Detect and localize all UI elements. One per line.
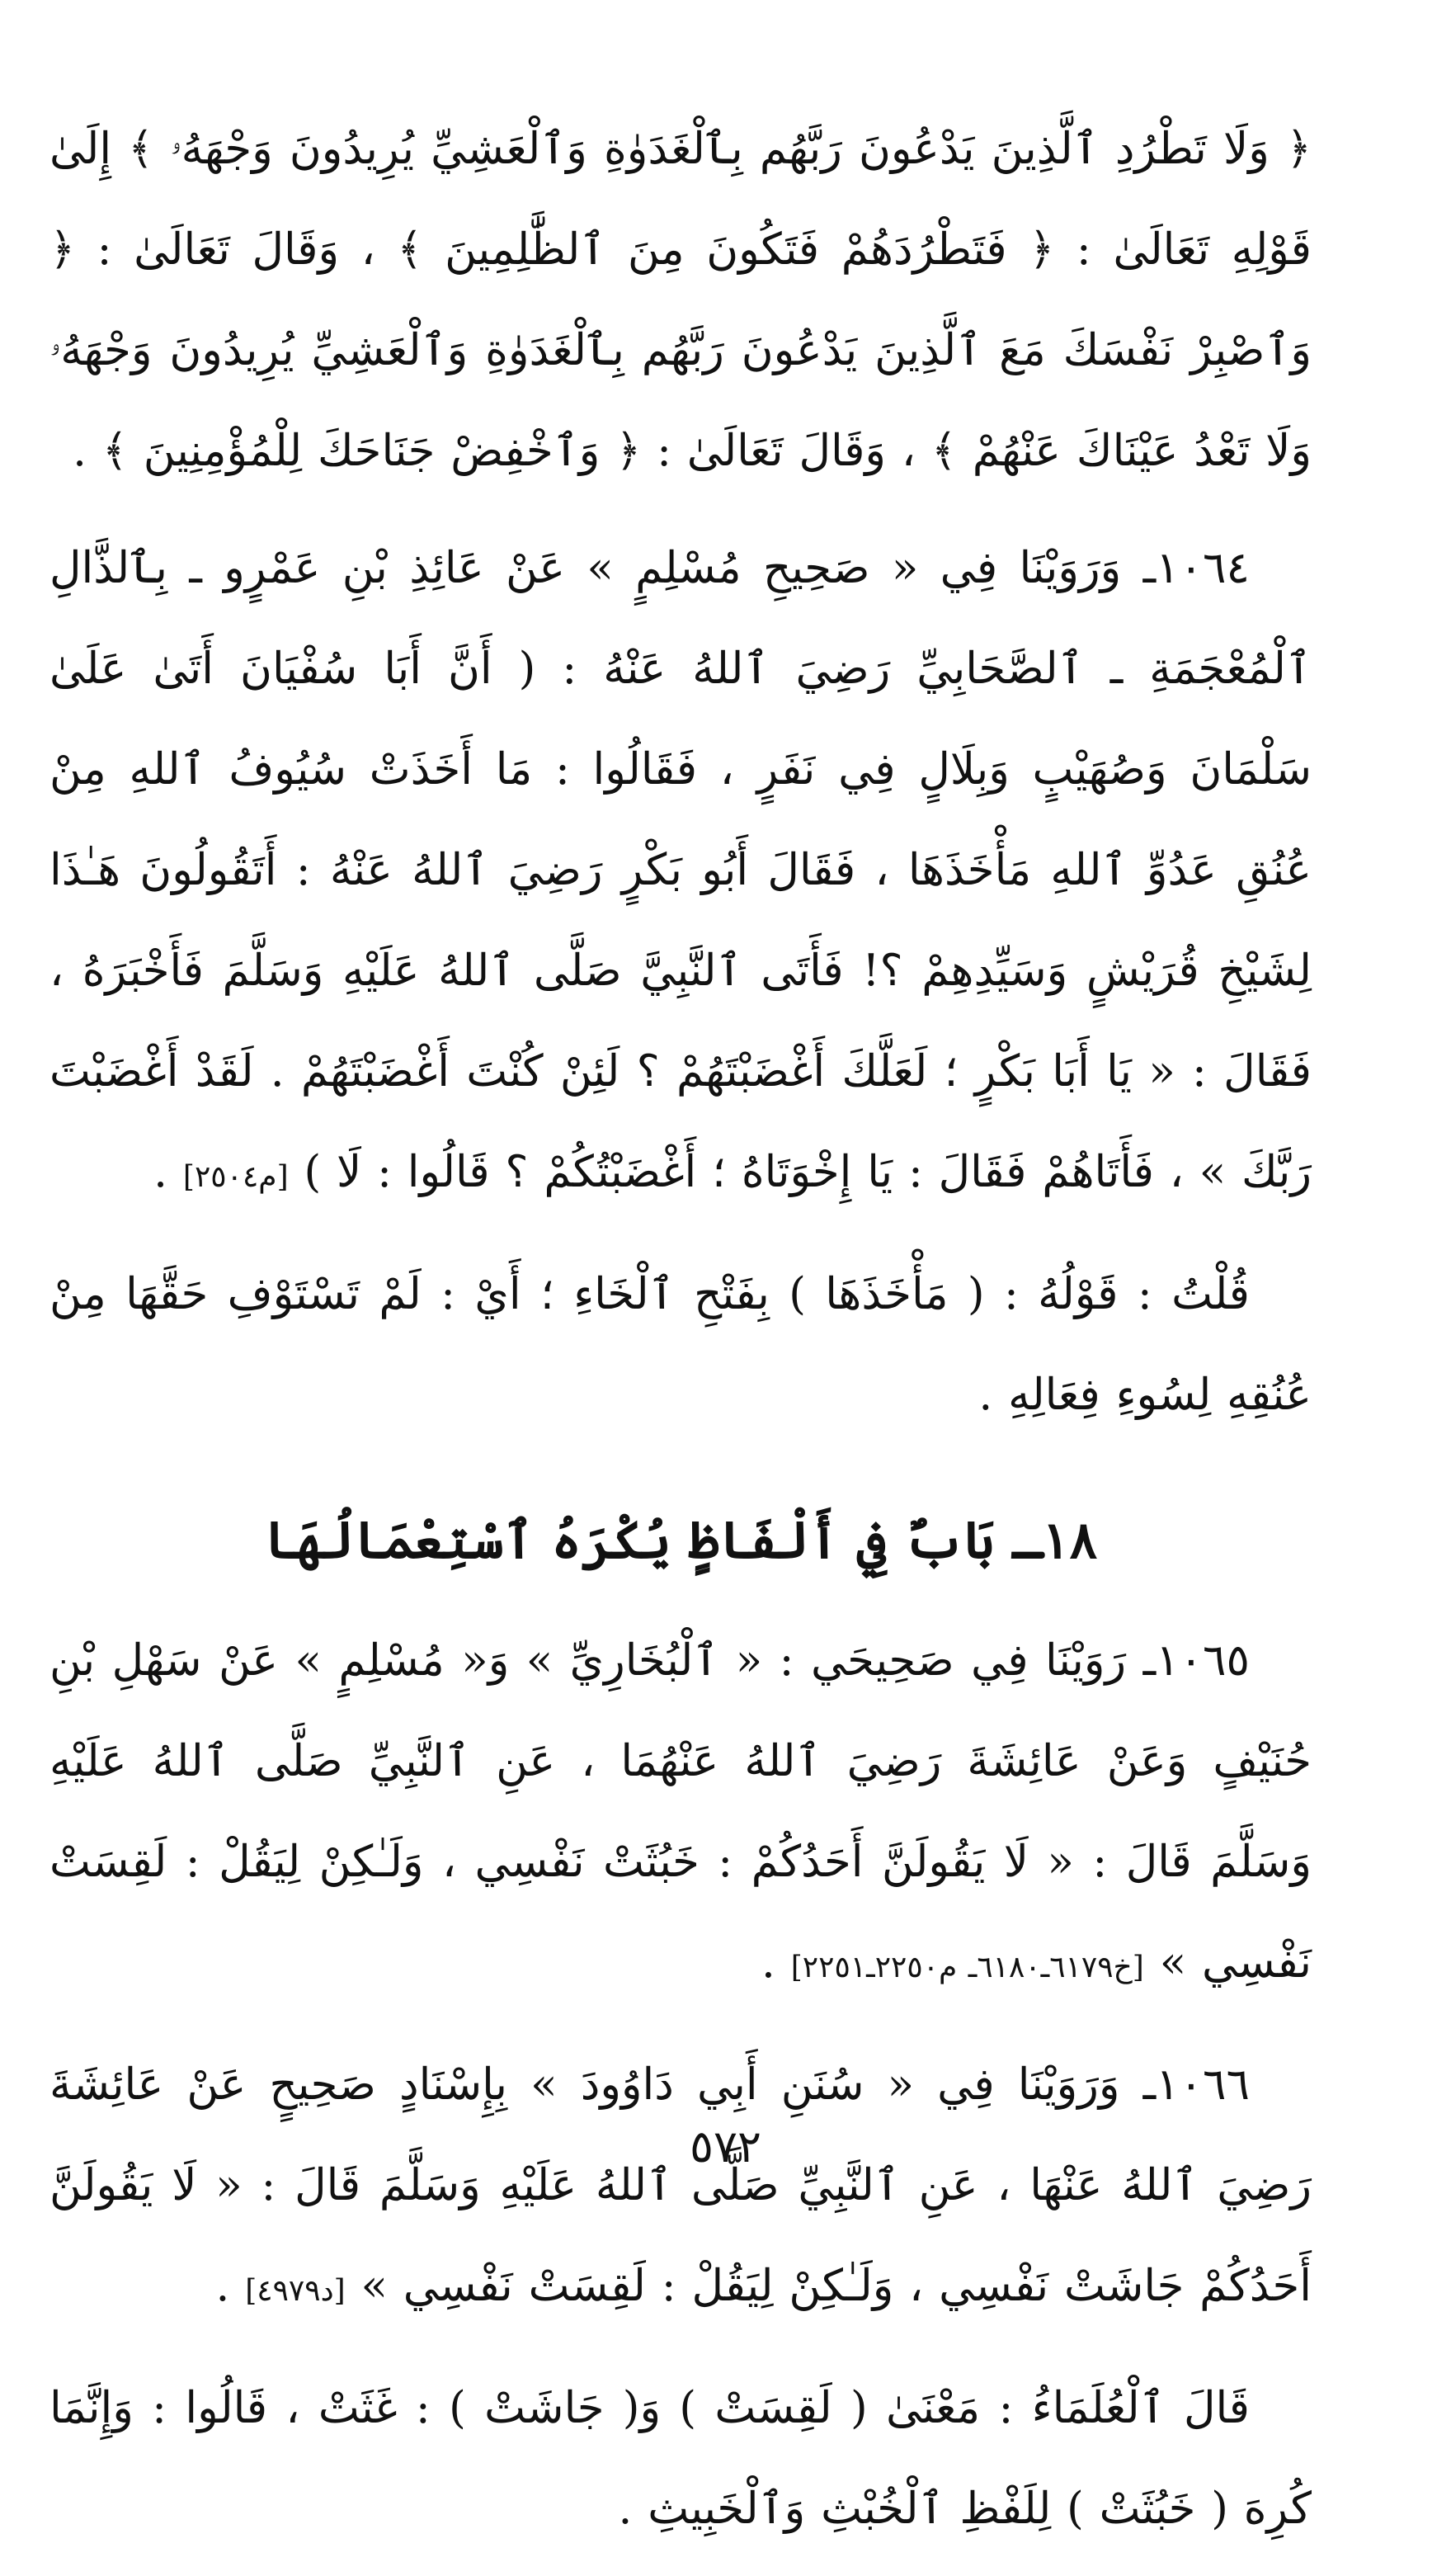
hadith-1064-text: ١٠٦٤ـ وَرَوَيْنَا فِي « صَحِيحِ مُسْلِمٍ » عَنْ عَائِذِ بْنِ عَمْرٍو ـ بِٱلذَّالِ ٱلْمُعْجَمَةِ ـ ٱلصَّحَابِيِّ رَضِيَ ٱللهُ عَنْهُ : ( أَنَّ أَبَا سُفْيَانَ أَتَىٰ عَلَىٰ سَلْمَانَ وَصُهَيْبٍ وَبِلَالٍ فِي نَفَرٍ ، فَقَالُوا : مَا أَخَذَتْ سُيُوفُ ٱللهِ مِنْ عُنُقِ عَدُوِّ ٱللهِ مَأْخَذَهَا ، فَقَالَ أَبُو بَكْرٍ رَضِيَ ٱللهُ عَنْهُ : أَتَقُولُونَ هَـٰذَا لِشَيْخِ قُرَيْشٍ وَسَيِّدِهِمْ ؟! فَأَتَى ٱلنَّبِيَّ صَلَّى ٱللهُ عَلَيْهِ وَسَلَّمَ فَأَخْبَرَهُ ، فَقَالَ : « يَا أَبَا بَكْرٍ ؛ لَعَلَّكَ أَغْضَبْتَهُمْ ؟ لَئِنْ كُنْتَ أَغْضَبْتَهُمْ . لَقَدْ أَغْضَبْتَ رَبَّكَ » ، فَأَتَاهُمْ فَقَالَ : يَا إِخْوَتَاهُ ؛ أَغْضَبْتُكُمْ ؟ قَالُوا : لَا ): [49, 543, 1312, 1197]
period: .: [153, 1147, 168, 1197]
hadith-1064: [49, 518, 1312, 1228]
scholars-note-text: قَالَ ٱلْعُلَمَاءُ : مَعْنَىٰ ( لَقِسَتْ ) وَ( جَاشَتْ ) : غَثَتْ ، قَالُوا : وَإِنَّمَا كُرِهَ ( خَبُثَتْ ) لِلَفْظِ ٱلْخُبْثِ وَٱلْخَبِيثِ .: [49, 2383, 1312, 2534]
hadith-1064-note: [49, 1244, 1312, 1446]
period: .: [761, 1937, 775, 1988]
hadith-1066-text: ١٠٦٦ـ وَرَوَيْنَا فِي « سُنَنِ أَبِي دَاوُودَ » بِإِسْنَادٍ صَحِيحٍ عَنْ عَائِشَةَ رَضِيَ ٱللهُ عَنْهَا ، عَنِ ٱلنَّبِيِّ صَلَّى ٱللهُ عَلَيْهِ وَسَلَّمَ قَالَ : « لَا يَقُولَنَّ أَحَدُكُمْ جَاشَتْ نَفْسِي ، وَلَـٰكِنْ لِيَقُلْ : لَقِسَتْ نَفْسِي »: [49, 2059, 1312, 2311]
scholars-note: [49, 2358, 1312, 2559]
period: .: [215, 2261, 230, 2311]
page-body: [49, 99, 1312, 2576]
quran-verses-text: ﴿ وَلَا تَطْرُدِ ٱلَّذِينَ يَدْعُونَ رَبَّهُم بِٱلْغَدَوٰةِ وَٱلْعَشِيِّ يُرِيدُونَ وَجْهَهُۥ ﴾ إِلَىٰ قَوْلِهِ تَعَالَىٰ : ﴿ فَتَطْرُدَهُمْ فَتَكُونَ مِنَ ٱلظَّٰلِمِينَ ﴾ ، وَقَالَ تَعَالَىٰ : ﴿ وَٱصْبِرْ نَفْسَكَ مَعَ ٱلَّذِينَ يَدْعُونَ رَبَّهُم بِٱلْغَدَوٰةِ وَٱلْعَشِيِّ يُرِيدُونَ وَجْهَهُۥ وَلَا تَعْدُ عَيْنَاكَ عَنْهُمْ ﴾ ، وَقَالَ تَعَالَىٰ : ﴿ وَٱخْفِضْ جَنَاحَكَ لِلْمُؤْمِنِينَ ﴾ .: [49, 124, 1312, 476]
hadith-1066-reference: [د٤٩٧٩]: [245, 2274, 346, 2308]
hadith-1065: [49, 1611, 1312, 2018]
chapter-title: ١٨ـ بَابٌ فِي أَلْفَاظٍ يُكْرَهُ ٱسْتِعْمَالُهَا: [263, 1510, 1098, 1570]
hadith-1066: [49, 2035, 1312, 2342]
hadith-1064-reference: [م٢٥٠٤]: [182, 1160, 289, 1194]
page-number: ٥٧٢: [689, 2121, 761, 2173]
hadith-1065-text: ١٠٦٥ـ رَوَيْنَا فِي صَحِيحَي : « ٱلْبُخَارِيِّ » وَ« مُسْلِمٍ » عَنْ سَهْلِ بْنِ حُنَيْفٍ وَعَنْ عَائِشَةَ رَضِيَ ٱللهُ عَنْهُمَا ، عَنِ ٱلنَّبِيِّ صَلَّى ٱللهُ عَلَيْهِ وَسَلَّمَ قَالَ : « لَا يَقُولَنَّ أَحَدُكُمْ : خَبُثَتْ نَفْسِي ، وَلَـٰكِنْ لِيَقُلْ : لَقِسَتْ نَفْسِي »: [49, 1635, 1312, 1988]
hadith-1065-reference: [خ٦١٧٩ـ٦١٨٠ـ م٢٢٥٠ـ٢٢٥١]: [790, 1951, 1144, 1984]
quran-verses-paragraph: [49, 99, 1312, 502]
hadith-1064-note-text: قُلْتُ : قَوْلُهُ : ( مَأْخَذَهَا ) بِفَتْحِ ٱلْخَاءِ ؛ أَيْ : لَمْ تَسْتَوْفِ حَقَّهَا مِنْ عُنُقِهِ لِسُوءِ فِعَالِهِ .: [49, 1269, 1312, 1420]
